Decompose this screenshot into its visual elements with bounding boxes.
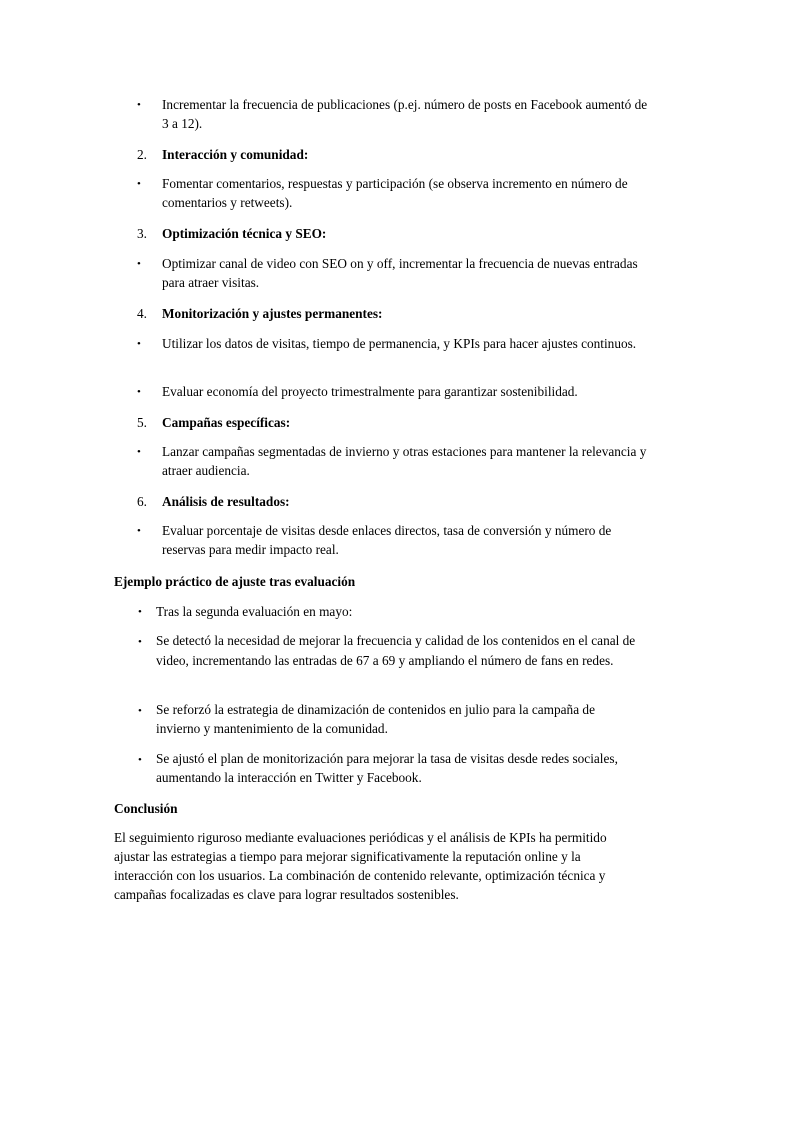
list-item: Lanzar campañas segmentadas de invierno y otras estaciones para mantener la relevancia y atraer audiencia. <box>162 444 647 478</box>
list-item: Evaluar economía del proyecto trimestralmente para garantizar sostenibilidad. <box>162 384 578 399</box>
bullet-icon: • <box>137 386 141 398</box>
section-heading: Interacción y comunidad: <box>162 147 309 162</box>
list-item: Incrementar la frecuencia de publicaciones (p.ej. número de posts en Facebook aumentó de 3 a 12). <box>162 97 648 131</box>
section-number: 4. <box>137 306 147 321</box>
section-number: 5. <box>137 415 147 430</box>
bullet-icon: • <box>137 178 141 190</box>
section-heading: Optimización técnica y SEO: <box>162 226 327 241</box>
bullet-icon: • <box>138 705 142 717</box>
bullet-icon: • <box>137 525 141 537</box>
section-number: 2. <box>137 147 147 162</box>
example-item: Se detectó la necesidad de mejorar la frecuencia y calidad de los contenidos en el canal de video, incrementando las entradas de 67 a 69 y ampliando el número de fans en redes. <box>156 633 636 668</box>
bullet-icon: • <box>138 754 142 766</box>
example-item: Se ajustó el plan de monitorización para mejorar la tasa de visitas desde redes sociales, aumentando la interacción en Twitter y Facebook. <box>156 751 618 785</box>
list-item: Utilizar los datos de visitas, tiempo de permanencia, y KPIs para hacer ajustes continuos. <box>162 336 637 351</box>
bullet-icon: • <box>138 606 142 618</box>
bullet-icon: • <box>137 338 141 350</box>
bullet-icon: • <box>137 258 141 270</box>
example-item: Tras la segunda evaluación en mayo: <box>156 604 353 619</box>
list-item: Optimizar canal de video con SEO on y off, incrementar la frecuencia de nuevas entradas para atraer visitas. <box>162 256 638 290</box>
list-item: Evaluar porcentaje de visitas desde enlaces directos, tasa de conversión y número de reservas para medir impacto real. <box>162 523 612 557</box>
bullet-icon: • <box>137 446 141 458</box>
example-item: Se reforzó la estrategia de dinamización de contenidos en julio para la campaña de invierno y mantenimiento de la comunidad. <box>156 702 595 736</box>
section-number: 3. <box>137 226 147 241</box>
section-heading: Monitorización y ajustes permanentes: <box>162 306 383 321</box>
list-item: Fomentar comentarios, respuestas y participación (se observa incremento en número de comentarios y retweets). <box>162 176 628 210</box>
section-heading: Campañas específicas: <box>162 415 291 430</box>
conclusion-paragraph: El seguimiento riguroso mediante evaluaciones periódicas y el análisis de KPIs ha permitido ajustar las estrategias a tiempo para mejorar significativamente la reputación online y la interacción con los usuarios. La combinación de contenido relevante, optimización técnica y campañas focalizadas es clave para lograr resultados sostenibles. <box>114 830 607 902</box>
example-heading: Ejemplo práctico de ajuste tras evaluación <box>114 574 356 589</box>
section-number: 6. <box>137 494 147 509</box>
section-heading: Análisis de resultados: <box>162 494 290 509</box>
bullet-icon: • <box>137 99 141 111</box>
bullet-icon: • <box>138 636 142 648</box>
conclusion-heading: Conclusión <box>114 801 178 816</box>
